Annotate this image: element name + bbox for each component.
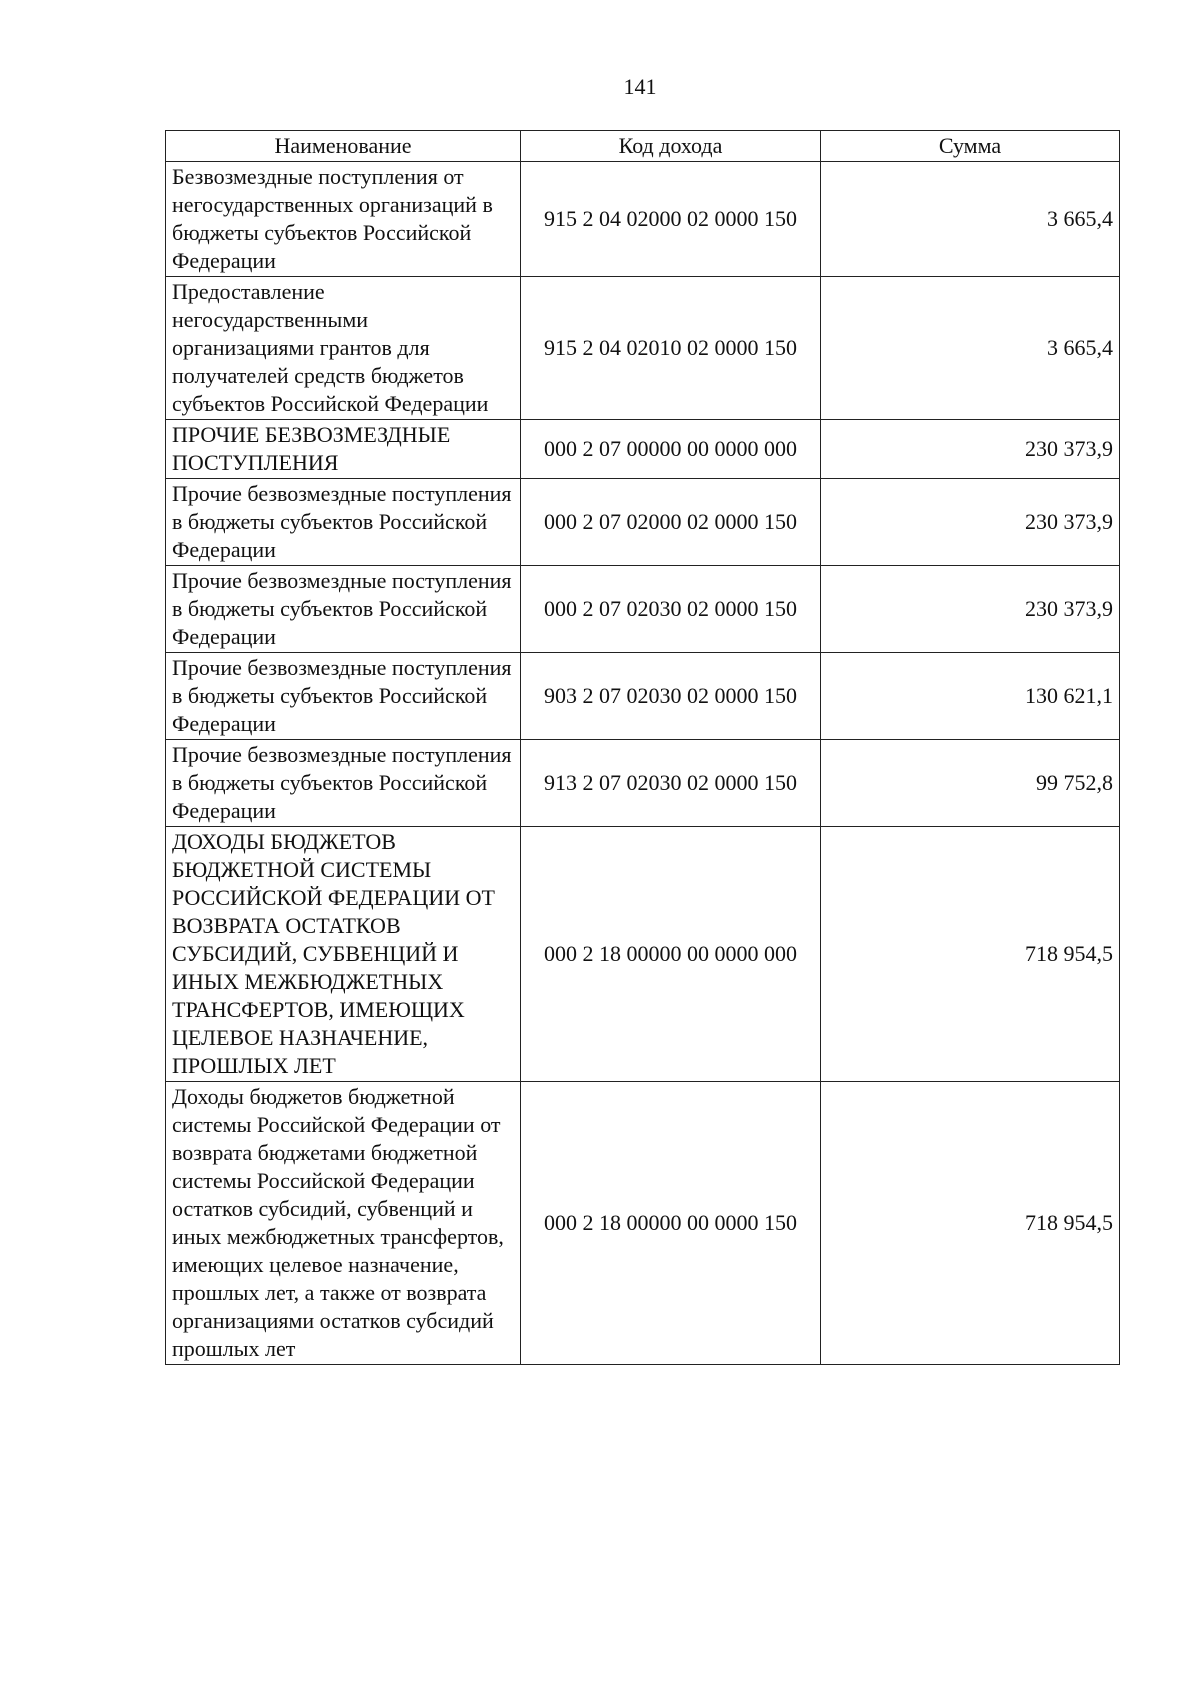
- cell-name: Предоставление негосударственными организациями грантов для получателей средств бюджетов субъектов Российской Федерации: [166, 277, 521, 420]
- header-name: Наименование: [166, 131, 521, 162]
- cell-code: 000 2 18 00000 00 0000 000: [521, 827, 821, 1082]
- header-sum: Сумма: [821, 131, 1120, 162]
- table-row: [166, 479, 1120, 566]
- cell-code: 000 2 07 00000 00 0000 000: [521, 420, 821, 479]
- table-row: [166, 653, 1120, 740]
- table-row: [166, 1082, 1120, 1365]
- header-code: Код дохода: [521, 131, 821, 162]
- cell-sum: 3 665,4: [821, 162, 1120, 277]
- cell-name: Прочие безвозмездные поступления в бюджеты субъектов Российской Федерации: [166, 740, 521, 827]
- cell-sum: 718 954,5: [821, 827, 1120, 1082]
- cell-sum: 130 621,1: [821, 653, 1120, 740]
- cell-name: Прочие безвозмездные поступления в бюджеты субъектов Российской Федерации: [166, 479, 521, 566]
- cell-sum: 230 373,9: [821, 566, 1120, 653]
- cell-code: 913 2 07 02030 02 0000 150: [521, 740, 821, 827]
- header-row: [166, 131, 1120, 162]
- cell-name: Безвозмездные поступления от негосударственных организаций в бюджеты субъектов Российской Федерации: [166, 162, 521, 277]
- cell-name: ДОХОДЫ БЮДЖЕТОВ БЮДЖЕТНОЙ СИСТЕМЫ РОССИЙСКОЙ ФЕДЕРАЦИИ ОТ ВОЗВРАТА ОСТАТКОВ СУБСИДИЙ, СУБВЕНЦИЙ И ИНЫХ МЕЖБЮДЖЕТНЫХ ТРАНСФЕРТОВ, ИМЕЮЩИХ ЦЕЛЕВОЕ НАЗНАЧЕНИЕ, ПРОШЛЫХ ЛЕТ: [166, 827, 521, 1082]
- cell-sum: 3 665,4: [821, 277, 1120, 420]
- table-row: [166, 420, 1120, 479]
- table-row: [166, 162, 1120, 277]
- cell-sum: 99 752,8: [821, 740, 1120, 827]
- table-row: [166, 740, 1120, 827]
- table-body: [166, 162, 1120, 1365]
- cell-name: Прочие безвозмездные поступления в бюджеты субъектов Российской Федерации: [166, 566, 521, 653]
- cell-sum: 230 373,9: [821, 420, 1120, 479]
- cell-code: 000 2 07 02000 02 0000 150: [521, 479, 821, 566]
- cell-code: 915 2 04 02000 02 0000 150: [521, 162, 821, 277]
- cell-name: Доходы бюджетов бюджетной системы Российской Федерации от возврата бюджетами бюджетной системы Российской Федерации остатков субсидий, субвенций и иных межбюджетных трансфертов, имеющих целевое назначение, прошлых лет, а также от возврата организациями остатков субсидий прошлых лет: [166, 1082, 521, 1365]
- cell-code: 903 2 07 02030 02 0000 150: [521, 653, 821, 740]
- revenue-table: [165, 130, 1120, 1365]
- page-number: 141: [623, 74, 657, 99]
- cell-code: 000 2 18 00000 00 0000 150: [521, 1082, 821, 1365]
- table-row: [166, 827, 1120, 1082]
- cell-code: 915 2 04 02010 02 0000 150: [521, 277, 821, 420]
- cell-code: 000 2 07 02030 02 0000 150: [521, 566, 821, 653]
- table-header: [166, 131, 1120, 162]
- cell-sum: 230 373,9: [821, 479, 1120, 566]
- cell-sum: 718 954,5: [821, 1082, 1120, 1365]
- cell-name: Прочие безвозмездные поступления в бюджеты субъектов Российской Федерации: [166, 653, 521, 740]
- cell-name: ПРОЧИЕ БЕЗВОЗМЕЗДНЫЕ ПОСТУПЛЕНИЯ: [166, 420, 521, 479]
- table-row: [166, 277, 1120, 420]
- table-row: [166, 566, 1120, 653]
